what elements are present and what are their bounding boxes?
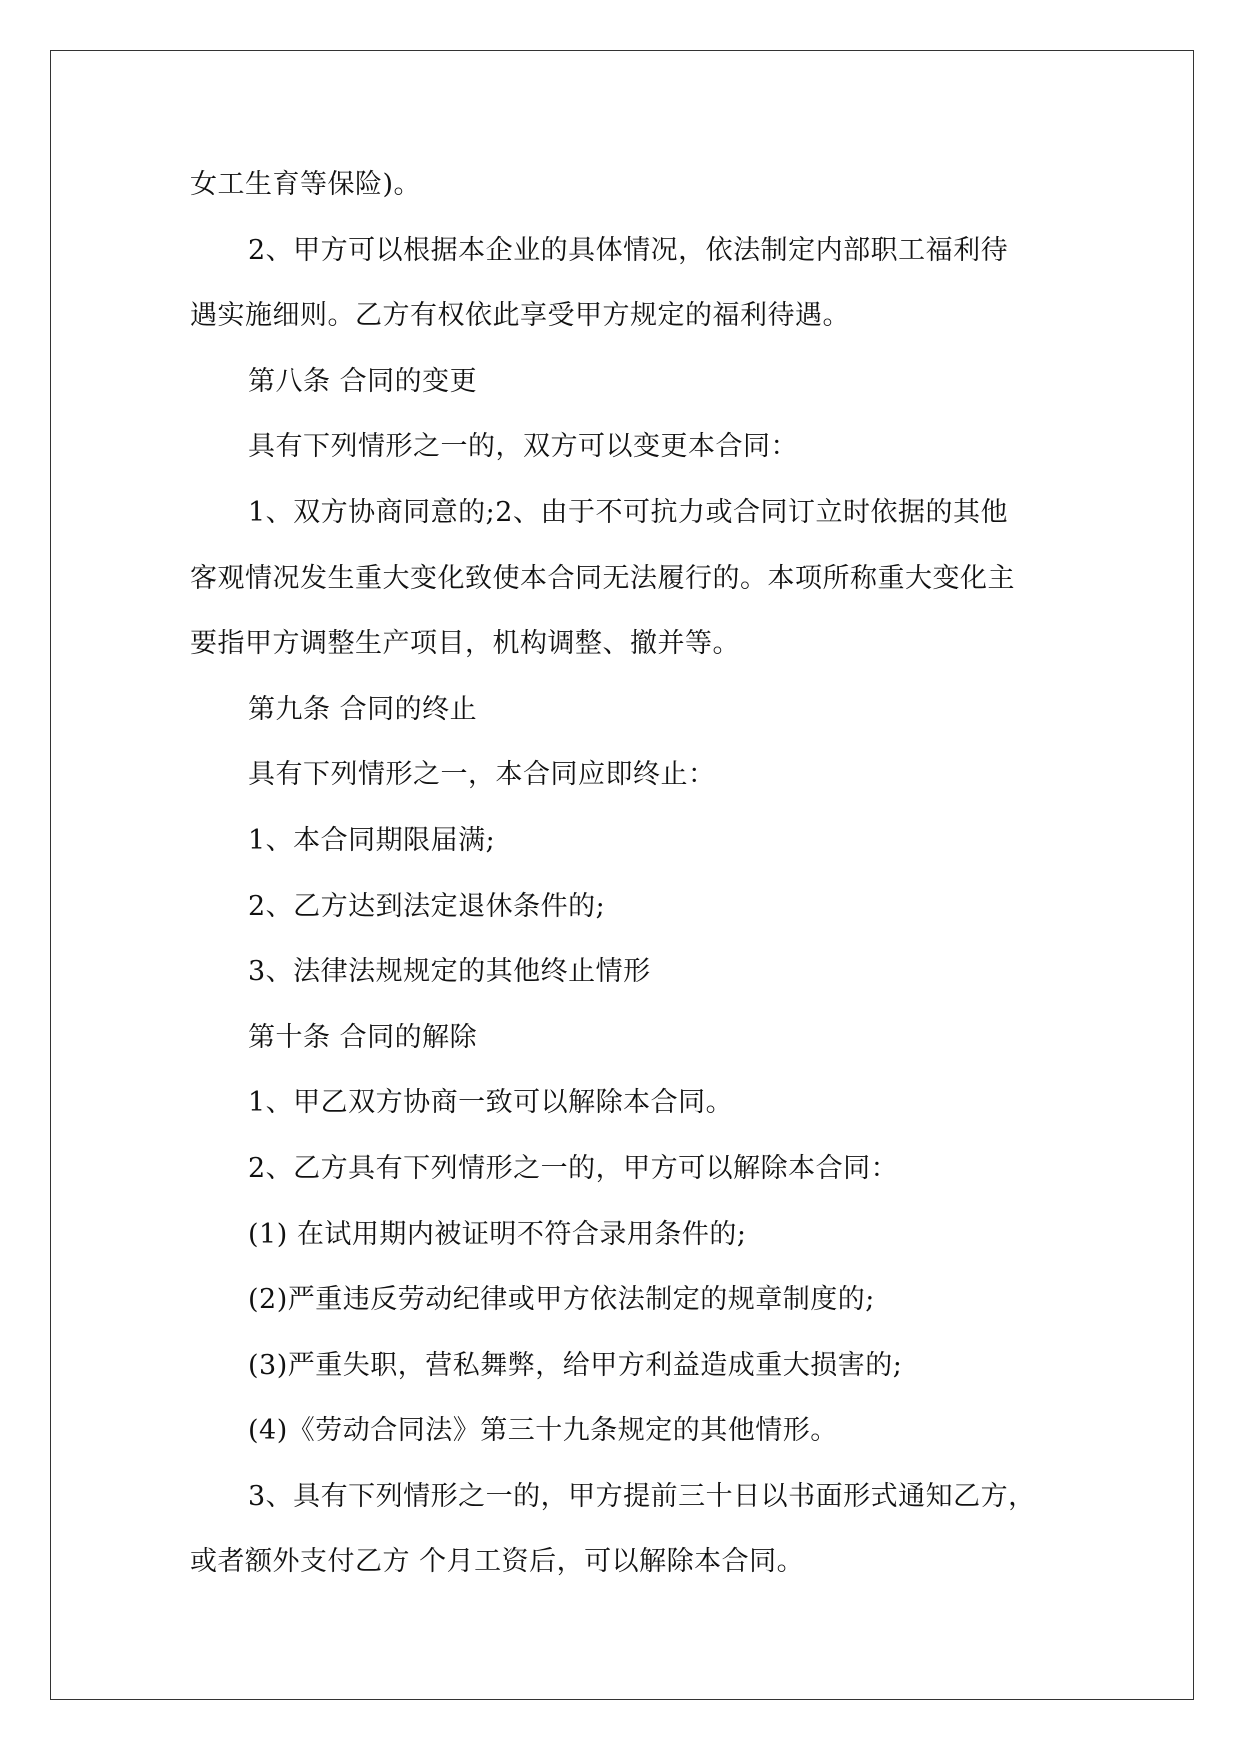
list-item: (2)严重违反劳动纪律或甲方依法制定的规章制度的; [248, 1284, 875, 1316]
text-line: 具有下列情形之一，本合同应即终止： [248, 759, 716, 791]
text-line: 要指甲方调整生产项目，机构调整、撤并等。 [190, 628, 740, 660]
list-item: (3)严重失职，营私舞弊，给甲方利益造成重大损害的; [248, 1349, 903, 1381]
section-heading: 第九条 合同的终止 [248, 693, 478, 725]
list-item: 2、乙方具有下列情形之一的，甲方可以解除本合同： [248, 1152, 899, 1184]
list-item: (1) 在试用期内被证明不符合录用条件的; [248, 1218, 747, 1250]
document-body [190, 152, 1060, 1595]
text-line: 具有下列情形之一的，双方可以变更本合同： [248, 431, 798, 463]
section-heading: 第十条 合同的解除 [248, 1021, 478, 1053]
list-item: 1、本合同期限届满; [248, 824, 496, 856]
list-item: 1、甲乙双方协商一致可以解除本合同。 [248, 1087, 734, 1119]
text-line: 2、甲方可以根据本企业的具体情况，依法制定内部职工福利待 [248, 234, 1009, 266]
text-line: 或者额外支付乙方 个月工资后，可以解除本合同。 [190, 1546, 805, 1578]
text-line: 女工生育等保险)。 [190, 169, 422, 200]
text-line: 客观情况发生重大变化致使本合同无法履行的。本项所称重大变化主 [190, 562, 1015, 594]
list-item: (4)《劳动合同法》第三十九条规定的其他情形。 [248, 1415, 838, 1447]
list-item: 2、乙方达到法定退休条件的; [248, 890, 606, 922]
list-item: 3、具有下列情形之一的，甲方提前三十日以书面形式通知乙方， [248, 1480, 1036, 1512]
text-line: 遇实施细则。乙方有权依此享受甲方规定的福利待遇。 [190, 300, 850, 332]
text-line: 1、双方协商同意的;2、由于不可抗力或合同订立时依据的其他 [248, 496, 1008, 528]
list-item: 3、法律法规规定的其他终止情形 [248, 956, 651, 988]
section-heading: 第八条 合同的变更 [248, 365, 478, 397]
